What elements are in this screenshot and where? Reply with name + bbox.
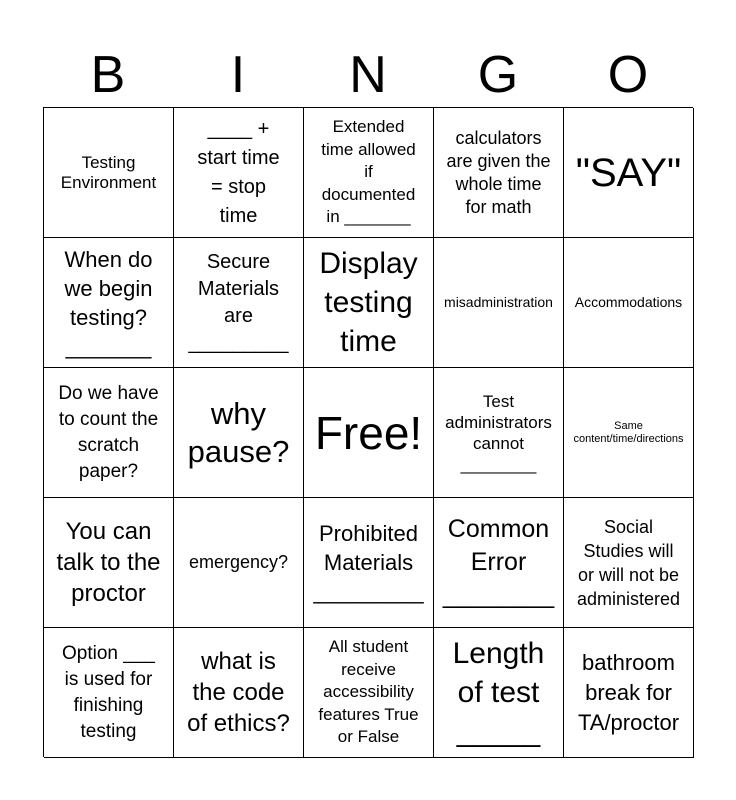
header-letter-n: N [349, 46, 387, 104]
bingo-cell-r5c5[interactable] [564, 628, 694, 758]
cell-text: ____ + start time = stop time [197, 117, 280, 227]
cell-text: Free! [314, 406, 423, 459]
bingo-cell-r1c1[interactable] [44, 108, 174, 238]
cell-text: Extended time allowed if documented in _______ [321, 117, 416, 227]
bingo-cell-r5c4[interactable] [434, 628, 564, 758]
bingo-cell-r1c4[interactable] [434, 108, 564, 238]
cell-text: what is the code of ethics? [187, 648, 290, 737]
cell-text: emergency? [188, 552, 289, 572]
cell-text: why pause? [187, 395, 290, 469]
cell-text: Prohibited Materials _________ [313, 521, 424, 604]
free-space[interactable] [304, 368, 434, 498]
cell-text: misadministration [444, 294, 553, 310]
cell-text: All student receive accessibility features True or False [318, 637, 419, 747]
bingo-cell-r1c2[interactable] [174, 108, 304, 238]
header-letter-o: O [607, 46, 649, 104]
bingo-cell-r4c1[interactable] [44, 498, 174, 628]
bingo-cell-r1c3[interactable] [304, 108, 434, 238]
bingo-cell-r3c4[interactable] [434, 368, 564, 498]
bingo-cell-r5c3[interactable] [304, 628, 434, 758]
bingo-cell-r2c2[interactable] [174, 238, 304, 368]
cell-text: Accommodations [574, 294, 683, 310]
bingo-cell-r1c5[interactable] [564, 108, 694, 238]
header-letter-i: I [230, 46, 246, 104]
cell-text: bathroom break for TA/proctor [577, 649, 680, 735]
cell-text: When do we begin testing? _______ [64, 246, 153, 359]
header-letter-b: B [90, 46, 126, 104]
cell-text: Common Error ________ [442, 515, 555, 609]
cell-text: Option ___ is used for finishing testing [62, 642, 155, 742]
cell-text: You can talk to the proctor [56, 518, 161, 607]
cell-text: Social Studies will or will not be administered [576, 516, 681, 609]
cell-text: Testing Environment [60, 152, 157, 192]
bingo-cell-r2c1[interactable] [44, 238, 174, 368]
cell-text: "SAY" [575, 150, 682, 195]
cell-text: Test administrators cannot ________ [445, 391, 552, 474]
bingo-header [43, 44, 693, 106]
cell-text: Length of test _____ [452, 637, 545, 748]
cell-text: calculators are given the whole time for math [446, 127, 551, 217]
bingo-cell-r3c1[interactable] [44, 368, 174, 498]
cell-text: Same content/time/directions [573, 419, 684, 445]
bingo-cell-r4c2[interactable] [174, 498, 304, 628]
bingo-cell-r2c5[interactable] [564, 238, 694, 368]
bingo-cell-r3c2[interactable] [174, 368, 304, 498]
bingo-cell-r4c4[interactable] [434, 498, 564, 628]
bingo-cell-r2c3[interactable] [304, 238, 434, 368]
bingo-cell-r2c4[interactable] [434, 238, 564, 368]
bingo-cell-r4c3[interactable] [304, 498, 434, 628]
cell-text: Display testing time [319, 247, 418, 358]
bingo-cell-r5c1[interactable] [44, 628, 174, 758]
bingo-cell-r5c2[interactable] [174, 628, 304, 758]
header-letter-g: G [477, 46, 519, 104]
bingo-cell-r3c5[interactable] [564, 368, 694, 498]
bingo-card [43, 107, 693, 757]
bingo-cell-r4c5[interactable] [564, 498, 694, 628]
cell-text: Do we have to count the scratch paper? [58, 382, 159, 482]
cell-text: Secure Materials are _________ [188, 250, 289, 354]
